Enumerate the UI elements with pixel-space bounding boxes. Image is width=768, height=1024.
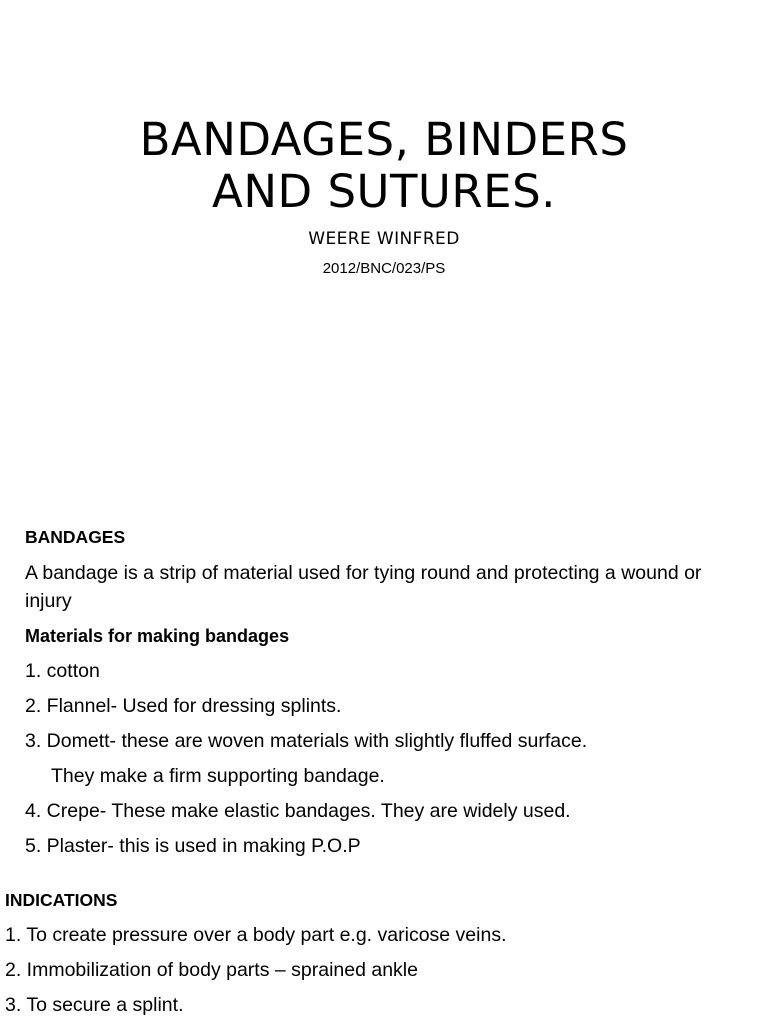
material-item: 4. Crepe- These make elastic bandages. They are widely used.: [25, 800, 571, 822]
author-name: WEERE WINFRED: [308, 229, 460, 249]
section-heading-bandages: BANDAGES: [25, 527, 126, 547]
material-item: 2. Flannel- Used for dressing splints.: [25, 695, 342, 717]
registration-number: 2012/BNC/023/PS: [322, 260, 446, 277]
definition-line-2: injury: [25, 590, 72, 612]
indication-item: 1. To create pressure over a body part e.g. varicose veins.: [5, 924, 507, 946]
material-item: 1. cotton: [25, 660, 100, 682]
material-item: 5. Plaster- this is used in making P.O.P: [25, 835, 361, 857]
indication-item: 3. To secure a splint.: [5, 994, 184, 1016]
title-line-1: BANDAGES, BINDERS: [139, 113, 629, 166]
section-heading-indications: INDICATIONS: [5, 890, 118, 910]
title-line-2: AND SUTURES.: [212, 165, 556, 218]
material-item: 3. Domett- these are woven materials with slightly fluffed surface.: [25, 730, 588, 752]
definition-line-1: A bandage is a strip of material used for tying round and protecting a wound or: [25, 562, 702, 584]
indication-item: 2. Immobilization of body parts – sprained ankle: [5, 959, 418, 981]
material-item-continuation: They make a firm supporting bandage.: [51, 765, 385, 787]
materials-heading: Materials for making bandages: [25, 626, 290, 646]
